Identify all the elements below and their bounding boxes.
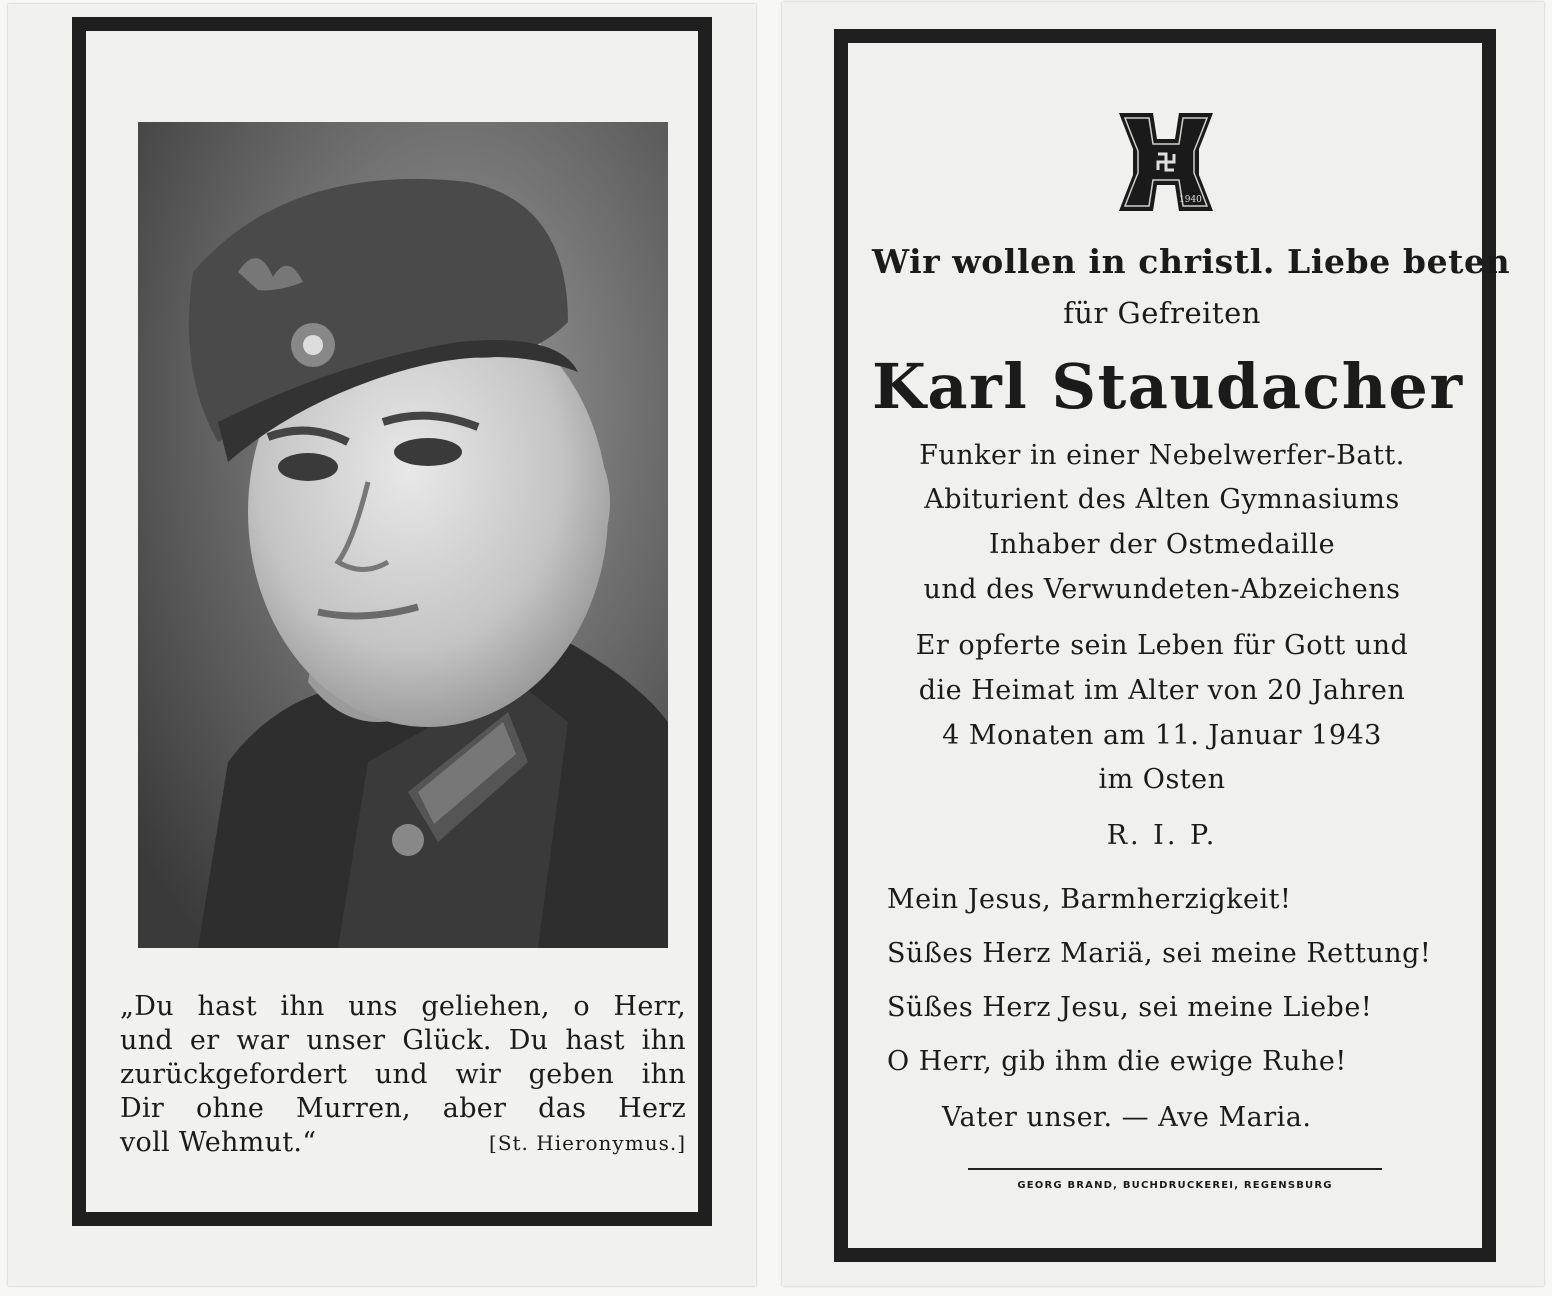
quote-line: und er war unser Glück. Du hast ihn: [120, 1025, 686, 1056]
quote-line: Dir ohne Murren, aber das Herz: [120, 1093, 686, 1124]
rank-line: für Gefreiten: [1063, 296, 1261, 330]
soldier-portrait-photo: [138, 122, 668, 948]
printer-imprint: GEORG BRAND, BUCHDRUCKEREI, REGENSBURG: [1017, 1180, 1333, 1191]
info-line: Er opferte sein Leben für Gott und: [915, 630, 1409, 661]
left-card: [8, 4, 756, 1286]
quote-line: zurückgefordert und wir geben ihn: [120, 1059, 686, 1090]
info-line: 4 Monaten am 11. Januar 1943: [942, 720, 1382, 751]
iron-cross-icon: [1107, 109, 1225, 215]
quote-last-line: [120, 1126, 686, 1160]
prayer-line: Süßes Herz Jesu, sei meine Liebe!: [887, 992, 1373, 1023]
info-line: im Osten: [1098, 764, 1226, 795]
rip-text: R. I. P.: [1106, 820, 1218, 851]
prayer-line: O Herr, gib ihm die ewige Ruhe!: [887, 1046, 1347, 1077]
right-card: [782, 2, 1544, 1286]
memorial-quote: [120, 990, 686, 1160]
info-line: Funker in einer Nebelwerfer-Batt.: [919, 440, 1405, 471]
info-line: die Heimat im Alter von 20 Jahren: [918, 675, 1406, 706]
closing-prayer: Vater unser. — Ave Maria.: [942, 1102, 1312, 1133]
deceased-name: Karl Staudacher: [872, 350, 1464, 423]
quote-line: voll Wehmut.“: [120, 1127, 317, 1158]
cross-year: 1940: [1179, 195, 1202, 205]
info-line: Inhaber der Ostmedaille: [988, 529, 1336, 560]
divider: [968, 1168, 1382, 1170]
prayer-line: Mein Jesus, Barmherzigkeit!: [887, 884, 1292, 915]
quote-line: „Du hast ihn uns geliehen, o Herr,: [120, 991, 686, 1022]
heading: Wir wollen in christl. Liebe beten: [872, 242, 1511, 281]
quote-source: [St. Hieronymus.]: [489, 1131, 686, 1155]
info-line: und des Verwundeten-Abzeichens: [923, 574, 1401, 605]
info-line: Abiturient des Alten Gymnasiums: [924, 484, 1400, 515]
prayer-line: Süßes Herz Mariä, sei meine Rettung!: [887, 938, 1432, 969]
